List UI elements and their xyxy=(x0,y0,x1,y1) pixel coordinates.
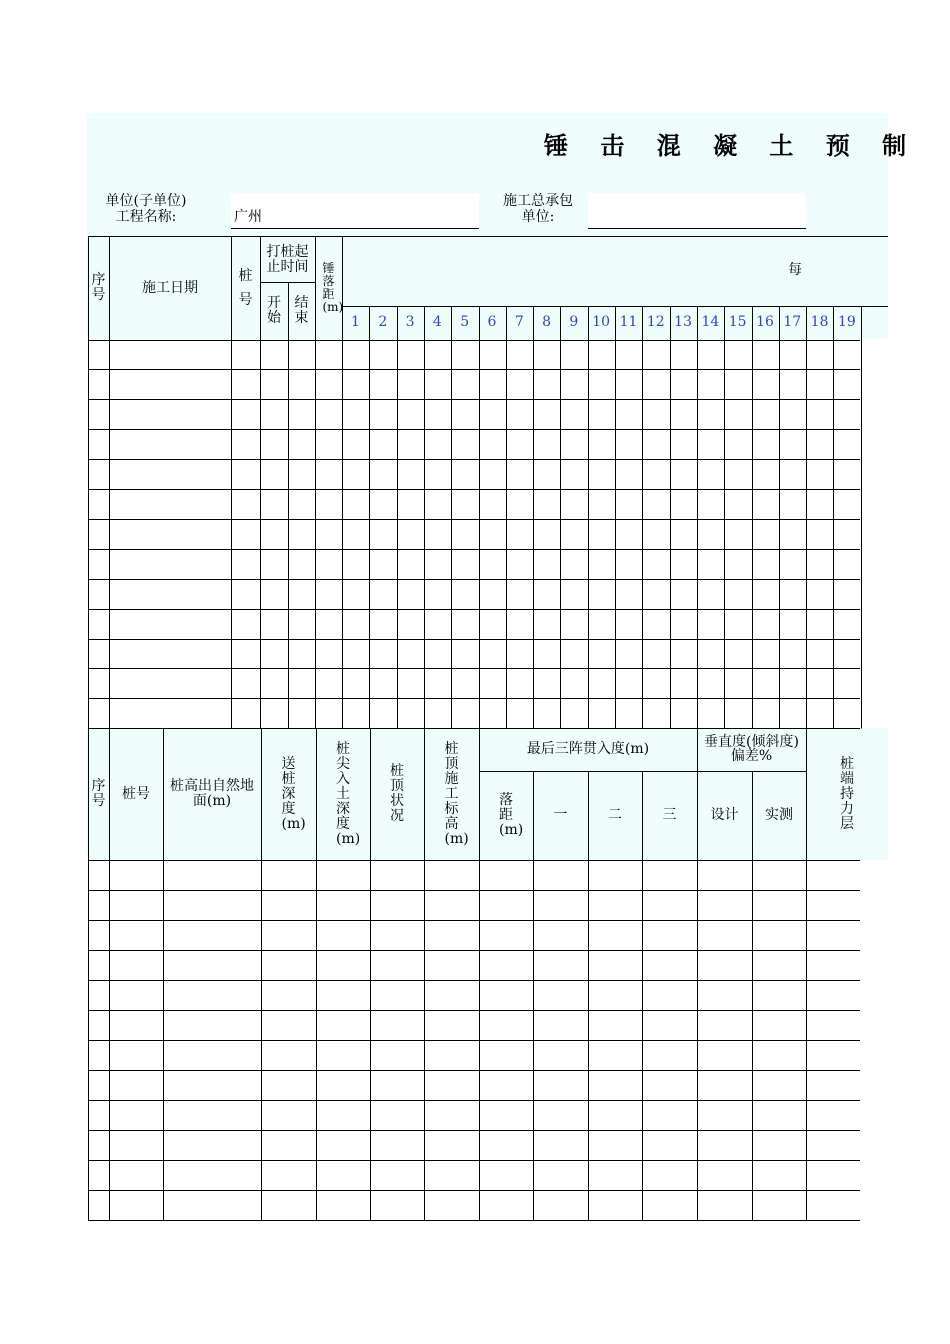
contractor-label-line1: 施工总承包 xyxy=(503,193,573,209)
t1-start-label: 开始 xyxy=(267,294,281,326)
col-number-5: 5 xyxy=(460,314,470,330)
t1-time-label: 打桩起止时间 xyxy=(266,243,309,275)
col-number-14: 14 xyxy=(701,314,720,330)
t2-send-label: 送桩深度(m) xyxy=(281,755,306,832)
t2-measured-label: 实测 xyxy=(765,807,793,823)
col-number-13: 13 xyxy=(674,314,692,330)
t2-design-label: 设计 xyxy=(710,807,739,823)
contractor-label-line2: 单位: xyxy=(521,209,555,225)
col-number-1: 1 xyxy=(351,314,360,330)
t2-pile-label: 桩号 xyxy=(122,785,150,802)
unit-label-line2: 工程名称: xyxy=(115,209,177,225)
col-number-9: 9 xyxy=(569,314,579,330)
col-number-4: 4 xyxy=(432,314,442,330)
col-number-8: 8 xyxy=(542,314,552,330)
unit-label-line1: 单位(子单位) xyxy=(105,193,187,209)
t2-height-label: 桩高出自然地面(m) xyxy=(170,778,254,809)
t2-pen-drop-label: 落距(m) xyxy=(499,792,524,838)
col-number-17: 17 xyxy=(783,314,802,330)
col-number-12: 12 xyxy=(646,314,665,330)
col-number-11: 11 xyxy=(619,314,638,330)
col-number-10: 10 xyxy=(592,314,611,330)
t1-end-label: 结束 xyxy=(294,294,309,326)
t1-drop-label: 锤落距(m) xyxy=(322,261,344,314)
t2-pen3-label: 三 xyxy=(662,807,677,823)
t2-state-label: 桩顶状况 xyxy=(390,763,404,824)
t2-elev-label: 桩顶施工标高(m) xyxy=(444,740,469,847)
col-number-3: 3 xyxy=(405,314,415,330)
col-number-16: 16 xyxy=(756,314,774,330)
t1-pile-label: 桩号 xyxy=(238,268,253,308)
t1-per-label: 每 xyxy=(788,261,802,278)
col-number-18: 18 xyxy=(810,314,829,330)
t1-seq-label: 序号 xyxy=(91,272,106,303)
t1-date-label: 施工日期 xyxy=(142,279,198,296)
page-title: 锤 击 混 凝 土 预 制 xyxy=(544,132,919,160)
col-number-19: 19 xyxy=(837,314,856,330)
col-number-6: 6 xyxy=(487,314,497,330)
t2-seq-label: 序号 xyxy=(91,778,106,809)
t2-pen2-label: 二 xyxy=(608,807,622,823)
t2-bearing-label: 桩端持力层 xyxy=(840,755,854,832)
t2-vert-label: 垂直度(倾斜度)偏差% xyxy=(704,733,799,764)
col-number-7: 7 xyxy=(514,314,524,330)
t2-pen1-label: 一 xyxy=(553,807,568,823)
t2-tip-label: 桩尖入土深度(m) xyxy=(336,740,361,847)
col-number-15: 15 xyxy=(728,314,747,330)
col-number-2: 2 xyxy=(378,314,388,330)
unit-value: 广州 xyxy=(234,209,262,225)
t2-pen-label: 最后三阵贯入度(m) xyxy=(526,741,650,757)
